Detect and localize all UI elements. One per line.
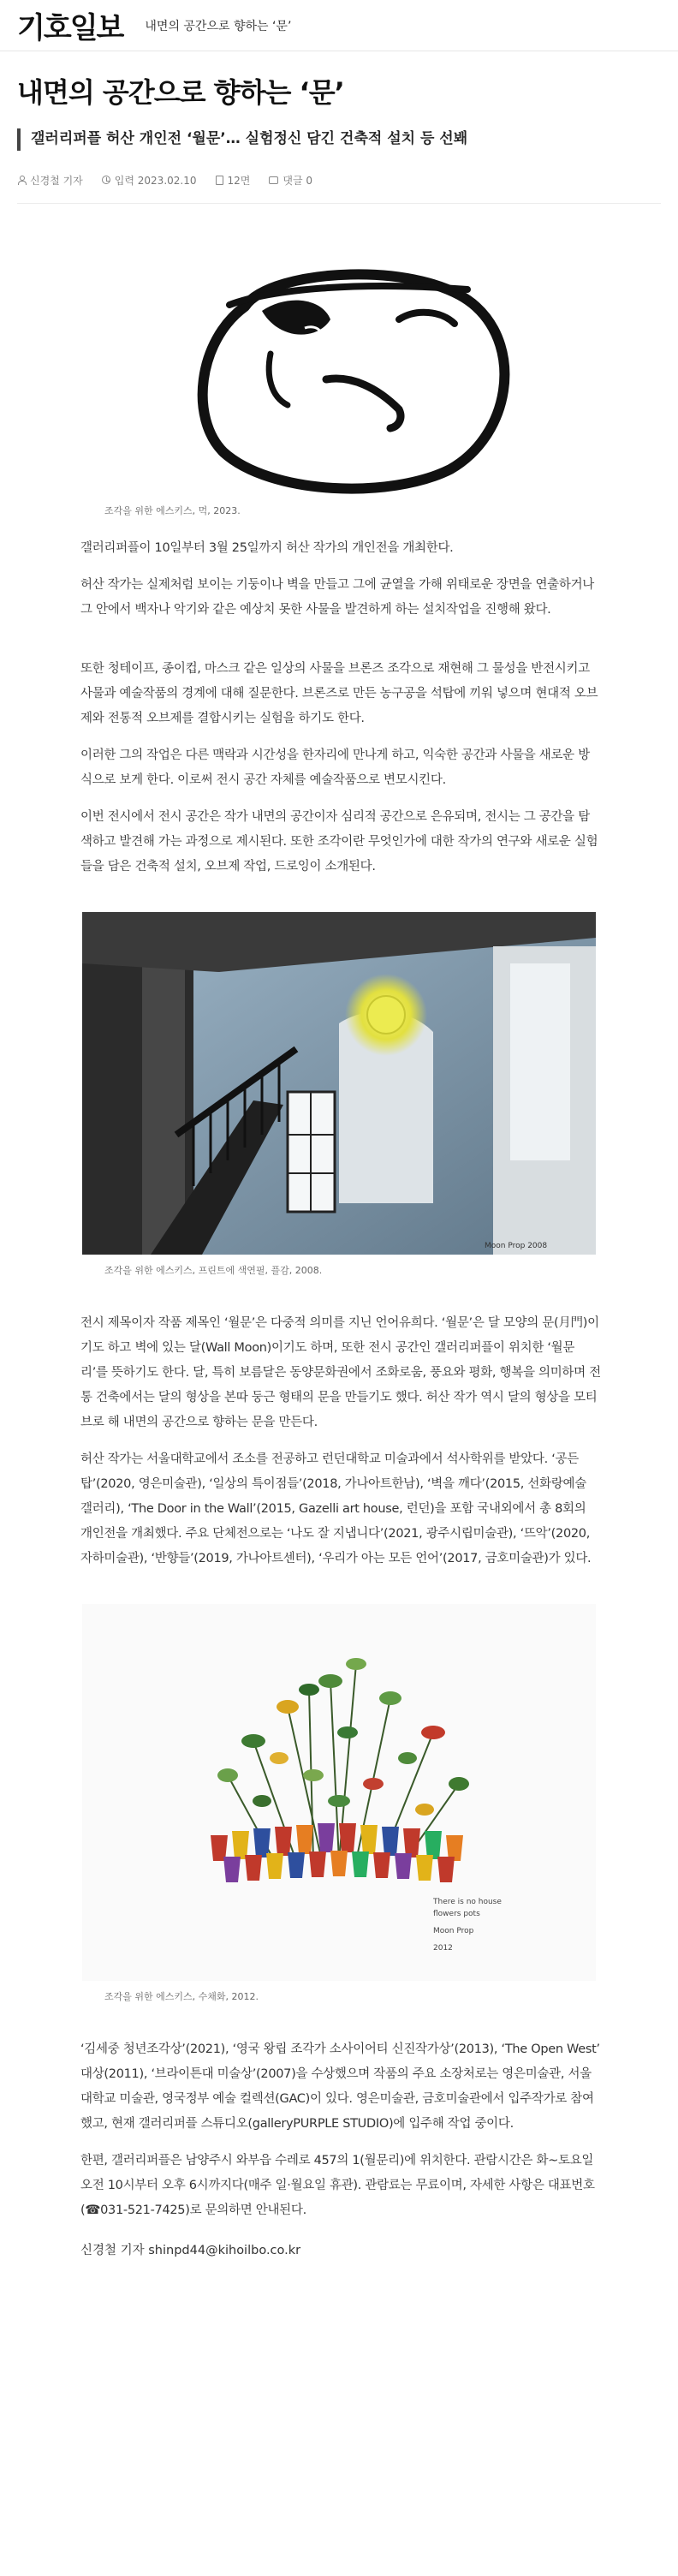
article-byline: 신경철 기자 shinpd44@kihoilbo.co.kr	[80, 2243, 301, 2257]
reporter-name[interactable]: 신경철 기자	[30, 174, 83, 187]
comment-meta[interactable]	[269, 173, 312, 188]
staircase-moon-print	[82, 912, 596, 1255]
paragraph: ‘김세중 청년조각상’(2021), ‘영국 왕립 조각가 소사이어티 신진작가상’(2013), ‘The Open West’ 대상(2011), ‘브라이튼대 미술상’(2007)을 수상했으며 작품의 주요 소장처로는 영은미술관, 서울대학교 미술관, 영국정부 예술 컬렉션(GAC)이 있다. 영은미술관, 금호미술관에서 입주작가로 참여했고, 현재 갤러리퍼플 스튜디오(galleryPURPLE STUDIO)에 입주해 작업 중이다.	[80, 2042, 600, 2131]
figure-caption: 조각을 위한 에스키스, 먹, 2023.	[104, 504, 241, 516]
paragraph: 한편, 갤러리퍼플은 남양주시 와부읍 수레로 457의 1(월문리)에 위치한다. 관람시간은 화~토요일 오전 10시부터 오후 6시까지다(매주 일·월요일 휴관). 관람료는 무료이며, 자세한 사항은 대표번호(☎031-521-7425)로 문의하면 안내된다.	[80, 2153, 595, 2217]
article-subtitle: 갤러리퍼플 허산 개인전 ‘월문’… 실험정신 담긴 건축적 설치 등 선봬	[17, 128, 661, 151]
ink-face-drawing	[142, 238, 536, 495]
comment-icon	[269, 176, 278, 184]
figure-ink-sketch	[17, 238, 661, 517]
paragraph: 허산 작가는 서울대학교에서 조소를 전공하고 런던대학교 미술과에서 석사학위를 받았다. ‘공든탑’(2020, 영은미술관), ‘일상의 특이점들’(2018, 가나아트한남), ‘벽을 깨다’(2015, 선화랑예술 갤러리), ‘The Door in the Wall’(2015, Gazelli art house, 런던)을 포함 국내외에서 총 8회의 개인전을 개최했다. 주요 단체전으로는 ‘나도 잘 지냅니다’(2021, 광주시립미술관), ‘뜨악’(2020, 자하미술관), ‘반향들’(2019, 가나아트센터), ‘우리가 아는 모든 언어’(2017, 금호미술관)가 있다.	[80, 1452, 592, 1565]
date-meta	[102, 173, 197, 188]
figure-watercolor-sketch	[17, 1604, 661, 2003]
figure-caption: 조각을 위한 에스키스, 수채화, 2012.	[104, 1990, 259, 2002]
paragraph: 이번 전시에서 전시 공간은 작가 내면의 공간이자 심리적 공간으로 은유되며, 전시는 그 공간을 탐색하고 발견해 가는 과정으로 제시된다. 또한 조각이란 무엇인가에 대한 작가의 연구와 새로운 실험들을 담은 건축적 설치, 오브제 작업, 드로잉이 소개된다.	[80, 809, 598, 874]
article-title-block	[0, 51, 678, 151]
clock-icon	[102, 176, 110, 184]
site-logo[interactable]: 기호일보	[17, 11, 123, 45]
publish-date: 입력 2023.02.10	[114, 174, 197, 187]
svg-text:flowers pots: flowers pots	[433, 1909, 480, 1918]
svg-text:Moon Prop 2008: Moon Prop 2008	[485, 1241, 548, 1250]
comment-count[interactable]: 댓글 0	[282, 174, 313, 187]
svg-text:There is no house: There is no house	[433, 1897, 502, 1906]
page-meta	[216, 173, 251, 188]
paragraph: 허산 작가는 실제처럼 보이는 기둥이나 벽을 만들고 그에 균열을 가해 위태로운 장면을 연출하거나 그 안에서 백자나 악기와 같은 예상치 못한 사물을 발견하게 하는 설치작업을 진행해 왔다.	[80, 577, 594, 617]
figure-print-sketch	[17, 912, 661, 1277]
paragraph: 전시 제목이자 작품 제목인 ‘월문’은 다중적 의미를 지닌 언어유희다. ‘월문’은 달 모양의 문(月門)이기도 하고 벽에 있는 달(Wall Moon)이기도 하며, 또한 전시 공간인 갤러리퍼플이 위치한 ‘월문리’를 뜻하기도 한다. 달, 특히 보름달은 동양문화권에서 조화로움, 풍요와 평화, 행복을 의미하며 전통 건축에서는 달의 형상을 본따 둥근 형태의 문을 만들기도 했다. 허산 작가 역시 달의 형상을 모티브로 해 내면의 공간으로 향하는 문을 만든다.	[80, 1315, 601, 1429]
watercolor-plants-drawing	[82, 1604, 596, 1981]
header-article-title: 내면의 공간으로 향하는 ‘문’	[145, 19, 292, 33]
page-number: 12면	[227, 174, 251, 187]
bottom-spacer	[17, 2258, 661, 2293]
page-icon	[216, 176, 223, 185]
svg-text:2012: 2012	[433, 1943, 453, 1953]
person-icon	[17, 176, 26, 184]
reporter-meta[interactable]	[17, 173, 83, 188]
article-headline: 내면의 공간으로 향하는 ‘문’	[17, 76, 344, 109]
figure-caption: 조각을 위한 에스키스, 프린트에 색연필, 플감, 2008.	[104, 1264, 323, 1276]
article-body	[0, 238, 678, 2293]
paragraph: 갤러리퍼플이 10일부터 3월 25일까지 허산 작가의 개인전을 개최한다.	[80, 540, 454, 555]
paragraph: 이러한 그의 작업은 다른 맥락과 시간성을 한자리에 만나게 하고, 익숙한 공간과 사물을 새로운 방식으로 보게 한다. 이로써 전시 공간 자체를 예술작품으로 변모시킨다.	[80, 748, 590, 787]
article-meta	[17, 173, 661, 204]
svg-text:Moon Prop: Moon Prop	[433, 1926, 474, 1935]
site-header	[0, 0, 678, 51]
paragraph: 또한 청테이프, 종이컵, 마스크 같은 일상의 사물을 브론즈 조각으로 재현해 그 물성을 반전시키고 사물과 예술작품의 경계에 대해 질문한다. 브론즈로 만든 농구공을 석탑에 끼워 넣으며 현대적 오브제와 전통적 오브제를 결합시키는 실험을 하기도 한다.	[80, 661, 598, 725]
